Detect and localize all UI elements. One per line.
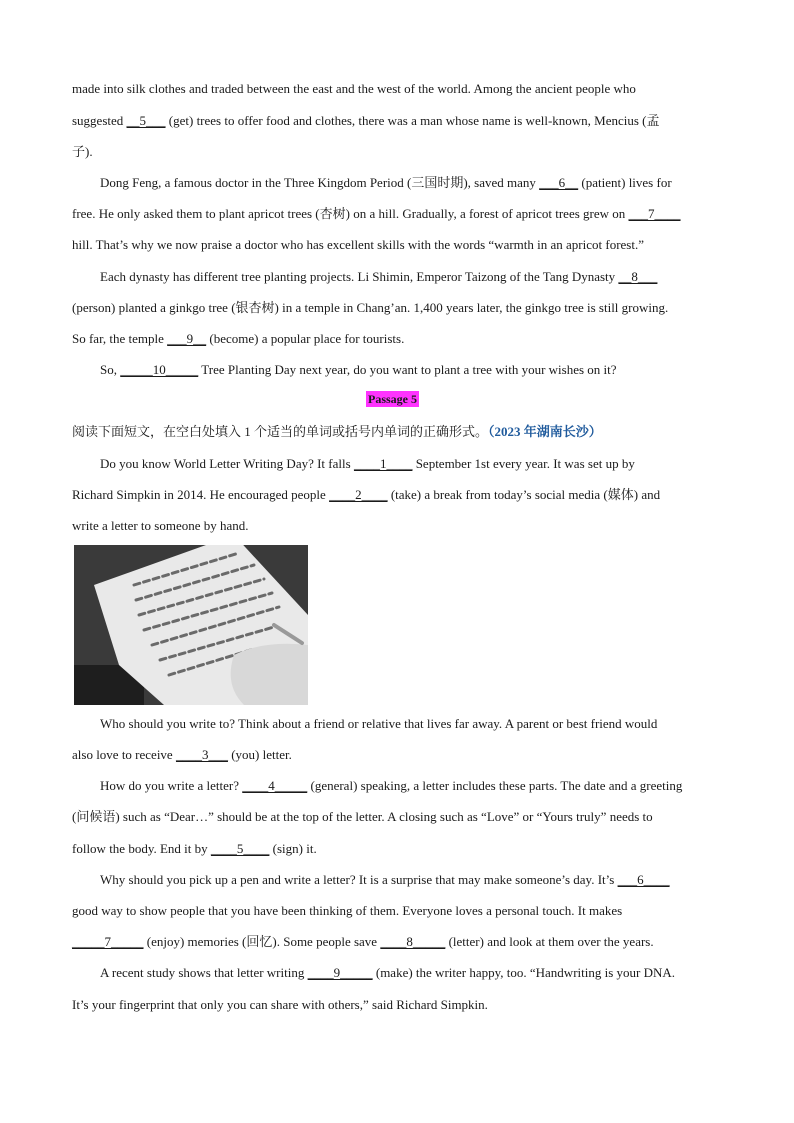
- p4-line-8: (person) planted a ginkgo tree (银杏树) in a temple in Chang’an. 1,400 years later, the ginkgo tree is still growing.: [72, 300, 669, 315]
- p5-line-1: Do you know World Letter Writing Day? It falls ____1____ September 1st every year. It was set up by: [100, 456, 635, 471]
- passage-5-badge: Passage 5: [368, 392, 417, 406]
- p5-blank-1[interactable]: ____1____: [353, 456, 413, 471]
- blank-7[interactable]: ___7____: [628, 206, 681, 221]
- p4-line-10: So, _____10_____ Tree Planting Day next year, do you want to plant a tree with your wishes on it?: [100, 362, 617, 377]
- p5-line-9: Why should you pick up a pen and write a letter? It is a surprise that may make someone’s day. It’s ___6____: [100, 872, 670, 887]
- p5-line-10: good way to show people that you have been thinking of them. Everyone loves a personal touch. It makes: [72, 903, 623, 918]
- p4-line-5: free. He only asked them to plant apricot trees (杏树) on a hill. Gradually, a forest of apricot trees grew on ___7____: [72, 206, 681, 221]
- p4-line-6: hill. That’s why we now praise a doctor who has excellent skills with the words “warmth in an apricot forest.”: [72, 237, 644, 252]
- p4-line-7: Each dynasty has different tree planting projects. Li Shimin, Emperor Taizong of the Tang Dynasty __8___: [100, 269, 658, 284]
- blank-8[interactable]: __8___: [618, 269, 658, 284]
- p5-blank-9[interactable]: ____9_____: [307, 965, 373, 980]
- p5-blank-4[interactable]: ____4_____: [242, 778, 308, 793]
- handwriting-illustration: [74, 545, 308, 705]
- p5-line-4: Who should you write to? Think about a friend or relative that lives far away. A parent or best friend would: [100, 716, 658, 731]
- p5-blank-3[interactable]: ____3___: [175, 747, 228, 762]
- p5-line-2: Richard Simpkin in 2014. He encouraged people ____2____ (take) a break from today’s social media (媒体) and: [72, 487, 661, 502]
- p4-line-4: Dong Feng, a famous doctor in the Three Kingdom Period (三国时期), saved many ___6__ (patient) lives for: [100, 175, 672, 190]
- p5-line-5: also love to receive ____3___ (you) letter.: [72, 747, 292, 762]
- p5-line-6: How do you write a letter? ____4_____ (general) speaking, a letter includes these parts. The date and a greeting: [100, 778, 683, 793]
- blank-5[interactable]: __5___: [126, 113, 166, 128]
- p4-line-2: suggested __5___ (get) trees to offer food and clothes, there was a man whose name is well-known, Mencius (孟: [72, 113, 660, 128]
- p5-blank-5[interactable]: ____5____: [210, 841, 270, 856]
- p5-line-11: _____7_____ (enjoy) memories (回忆). Some people save ____8_____ (letter) and look at them over the years.: [72, 934, 654, 949]
- p5-blank-7[interactable]: _____7_____: [72, 934, 144, 949]
- p5-blank-6[interactable]: ___6____: [617, 872, 670, 887]
- blank-9[interactable]: ___9__: [167, 331, 207, 346]
- p5-line-13: It’s your fingerprint that only you can share with others,” said Richard Simpkin.: [72, 997, 488, 1012]
- p5-line-3: write a letter to someone by hand.: [72, 518, 249, 533]
- p4-line-9: So far, the temple ___9__ (become) a popular place for tourists.: [72, 331, 405, 346]
- p5-instruction: 阅读下面短文，在空白处填入 1 个适当的单词或括号内单词的正确形式。（2023 年湖南长沙）: [72, 424, 602, 439]
- blank-10[interactable]: _____10_____: [120, 362, 199, 377]
- blank-6[interactable]: ___6__: [539, 175, 579, 190]
- letter-writing-photo: [74, 545, 308, 705]
- p5-line-8: follow the body. End it by ____5____ (sign) it.: [72, 841, 317, 856]
- p4-line-1: made into silk clothes and traded between the east and the west of the world. Among the ancient people who: [72, 81, 636, 96]
- p5-line-12: A recent study shows that letter writing ____9_____ (make) the writer happy, too. “Handwriting is your DNA.: [100, 965, 676, 980]
- source-label: （2023 年湖南长沙）: [488, 424, 602, 439]
- p5-line-7: (问候语) such as “Dear…” should be at the top of the letter. A closing such as “Love” or “Yours truly” needs to: [72, 809, 653, 824]
- p5-blank-2[interactable]: ____2____: [329, 487, 388, 502]
- p4-line-3: 子).: [72, 144, 93, 159]
- p5-blank-8[interactable]: ____8_____: [380, 934, 446, 949]
